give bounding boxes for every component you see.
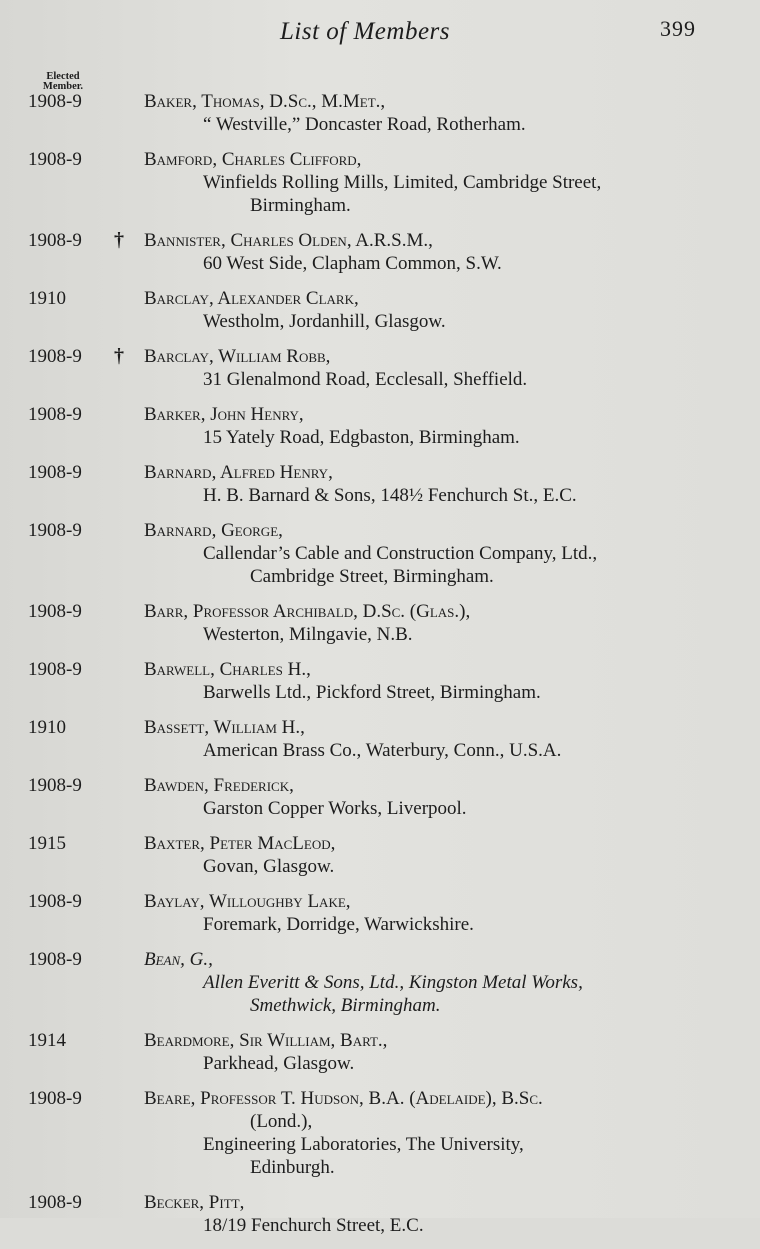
member-address-line: 60 West Side, Clapham Common, S.W.: [203, 253, 502, 274]
elected-year: 1908-9: [28, 346, 82, 367]
member-address-line: Callendar’s Cable and Construction Company, Ltd.,: [203, 543, 598, 564]
member-surname: Barnard: [144, 520, 212, 541]
member-forenames: , Alexander Clark,: [208, 288, 359, 309]
member-forenames: , Charles Olden, A.R.S.M.,: [220, 230, 433, 251]
member-surname: Baxter: [144, 833, 201, 854]
member-surname: Barr: [144, 601, 184, 622]
member-address-line: Allen Everitt & Sons, Ltd., Kingston Metal Works,: [203, 972, 583, 993]
member-entry: [0, 832, 760, 878]
member-name: [144, 461, 760, 484]
member-surname: Bean: [144, 949, 181, 970]
member-address-line: Govan, Glasgow.: [203, 856, 335, 877]
elected-year: 1908-9: [28, 520, 82, 541]
elected-year: 1915: [28, 833, 66, 854]
member-surname: Beare: [144, 1088, 191, 1109]
elected-year: 1914: [28, 1030, 66, 1051]
member-address-line: Barwells Ltd., Pickford Street, Birmingham.: [203, 682, 541, 703]
member-entry: [0, 774, 760, 820]
member-surname: Baker: [144, 91, 193, 112]
member-forenames: , Sir William, Bart.,: [229, 1030, 388, 1051]
member-address-line: Winfields Rolling Mills, Limited, Cambridge Street,: [203, 172, 602, 193]
member-name: [144, 403, 760, 426]
member-address-line: 18/19 Fenchurch Street, E.C.: [203, 1215, 424, 1236]
member-address-line: (Lond.),: [250, 1111, 313, 1132]
member-name: [144, 832, 760, 855]
member-name: [144, 774, 760, 797]
member-entry: [0, 600, 760, 646]
deceased-dagger-mark: †: [114, 229, 124, 251]
member-entry: [0, 890, 760, 936]
member-surname: Bawden: [144, 775, 205, 796]
member-name: [144, 1191, 760, 1214]
member-surname: Bannister: [144, 230, 221, 251]
elected-column-heading: [28, 72, 98, 92]
member-forenames: , Frederick,: [204, 775, 294, 796]
member-surname: Bassett: [144, 717, 205, 738]
member-address-line: Parkhead, Glasgow.: [203, 1053, 355, 1074]
member-name: [144, 1087, 760, 1110]
member-address-line: Smethwick, Birmingham.: [250, 995, 441, 1016]
elected-year: 1908-9: [28, 1088, 82, 1109]
member-surname: Beardmore: [144, 1030, 230, 1051]
elected-year: 1908-9: [28, 891, 82, 912]
member-surname: Bamford: [144, 149, 213, 170]
member-forenames: , Pitt,: [199, 1192, 245, 1213]
elected-year: 1908-9: [28, 775, 82, 796]
member-entry: [0, 148, 760, 217]
member-name: [144, 148, 760, 171]
elected-year: 1908-9: [28, 404, 82, 425]
member-address-line: Edinburgh.: [250, 1157, 335, 1178]
member-entry: [0, 519, 760, 588]
member-surname: Barwell: [144, 659, 211, 680]
member-surname: Becker: [144, 1192, 200, 1213]
member-address-line: H. B. Barnard & Sons, 148½ Fenchurch St., E.C.: [203, 485, 577, 506]
member-entry: [0, 461, 760, 507]
member-list: [0, 90, 760, 1249]
member-name: [144, 600, 760, 623]
member-entry: [0, 658, 760, 704]
elected-year: 1908-9: [28, 1192, 82, 1213]
member-surname: Barclay: [144, 346, 209, 367]
member-address-line: Cambridge Street, Birmingham.: [250, 566, 494, 587]
member-forenames: , George,: [211, 520, 283, 541]
member-address-line: Engineering Laboratories, The University,: [203, 1134, 524, 1155]
elected-year: 1908-9: [28, 659, 82, 680]
page-number: 399: [660, 16, 696, 41]
member-name: [144, 890, 760, 913]
member-forenames: , Willoughby Lake,: [199, 891, 351, 912]
member-forenames: , Professor T. Hudson, B.A. (Adelaide), B.Sc.: [190, 1088, 543, 1109]
member-forenames: , Peter MacLeod,: [200, 833, 336, 854]
member-name: [144, 345, 760, 368]
member-address-line: 15 Yately Road, Edgbaston, Birmingham.: [203, 427, 520, 448]
member-name: [144, 658, 760, 681]
member-surname: Baylay: [144, 891, 200, 912]
elected-year: 1910: [28, 717, 66, 738]
elected-year: 1908-9: [28, 230, 82, 251]
member-forenames: , William Robb,: [208, 346, 331, 367]
member-name: [144, 90, 760, 113]
member-forenames: , John Henry,: [200, 404, 304, 425]
running-title: List of Members: [280, 18, 450, 45]
member-address-line: “ Westville,” Doncaster Road, Rotherham.: [203, 114, 526, 135]
member-forenames: , Charles H.,: [210, 659, 311, 680]
member-entry: [0, 1087, 760, 1179]
elected-year: 1908-9: [28, 149, 82, 170]
member-address-line: Westholm, Jordanhill, Glasgow.: [203, 311, 446, 332]
member-entry: [0, 229, 760, 275]
member-entry: [0, 403, 760, 449]
deceased-dagger-mark: †: [114, 345, 124, 367]
member-address-line: Foremark, Dorridge, Warwickshire.: [203, 914, 474, 935]
member-name: [144, 287, 760, 310]
member-entry: [0, 716, 760, 762]
elected-year: 1908-9: [28, 949, 82, 970]
member-address-line: Westerton, Milngavie, N.B.: [203, 624, 413, 645]
member-address-line: Garston Copper Works, Liverpool.: [203, 798, 467, 819]
member-name: [144, 229, 760, 252]
member-forenames: , Charles Clifford,: [212, 149, 362, 170]
elected-year: 1908-9: [28, 601, 82, 622]
elected-year: 1908-9: [28, 462, 82, 483]
member-forenames: , William H.,: [204, 717, 305, 738]
member-entry: [0, 1029, 760, 1075]
member-name: [144, 716, 760, 739]
elected-year: 1910: [28, 288, 66, 309]
member-forenames: , Thomas, D.Sc., M.Met.,: [192, 91, 386, 112]
member-name: [144, 1029, 760, 1052]
member-entry: [0, 1191, 760, 1237]
member-address-line: 31 Glenalmond Road, Ecclesall, Sheffield.: [203, 369, 528, 390]
member-entry: [0, 948, 760, 1017]
member-entry: [0, 287, 760, 333]
member-surname: Barker: [144, 404, 201, 425]
member-entry: [0, 345, 760, 391]
member-surname: Barclay: [144, 288, 209, 309]
member-forenames: , Professor Archibald, D.Sc. (Glas.),: [183, 601, 471, 622]
member-address-line: Birmingham.: [250, 195, 351, 216]
member-name: [144, 948, 760, 971]
column-heading-line2: Member.: [42, 81, 84, 92]
member-surname: Barnard: [144, 462, 212, 483]
column-heading-line1: Elected: [46, 71, 80, 82]
member-name: [144, 519, 760, 542]
member-forenames: , G.,: [180, 949, 213, 970]
elected-year: 1908-9: [28, 91, 82, 112]
member-address-line: American Brass Co., Waterbury, Conn., U.S.A.: [203, 740, 562, 761]
member-forenames: , Alfred Henry,: [211, 462, 333, 483]
member-entry: [0, 90, 760, 136]
